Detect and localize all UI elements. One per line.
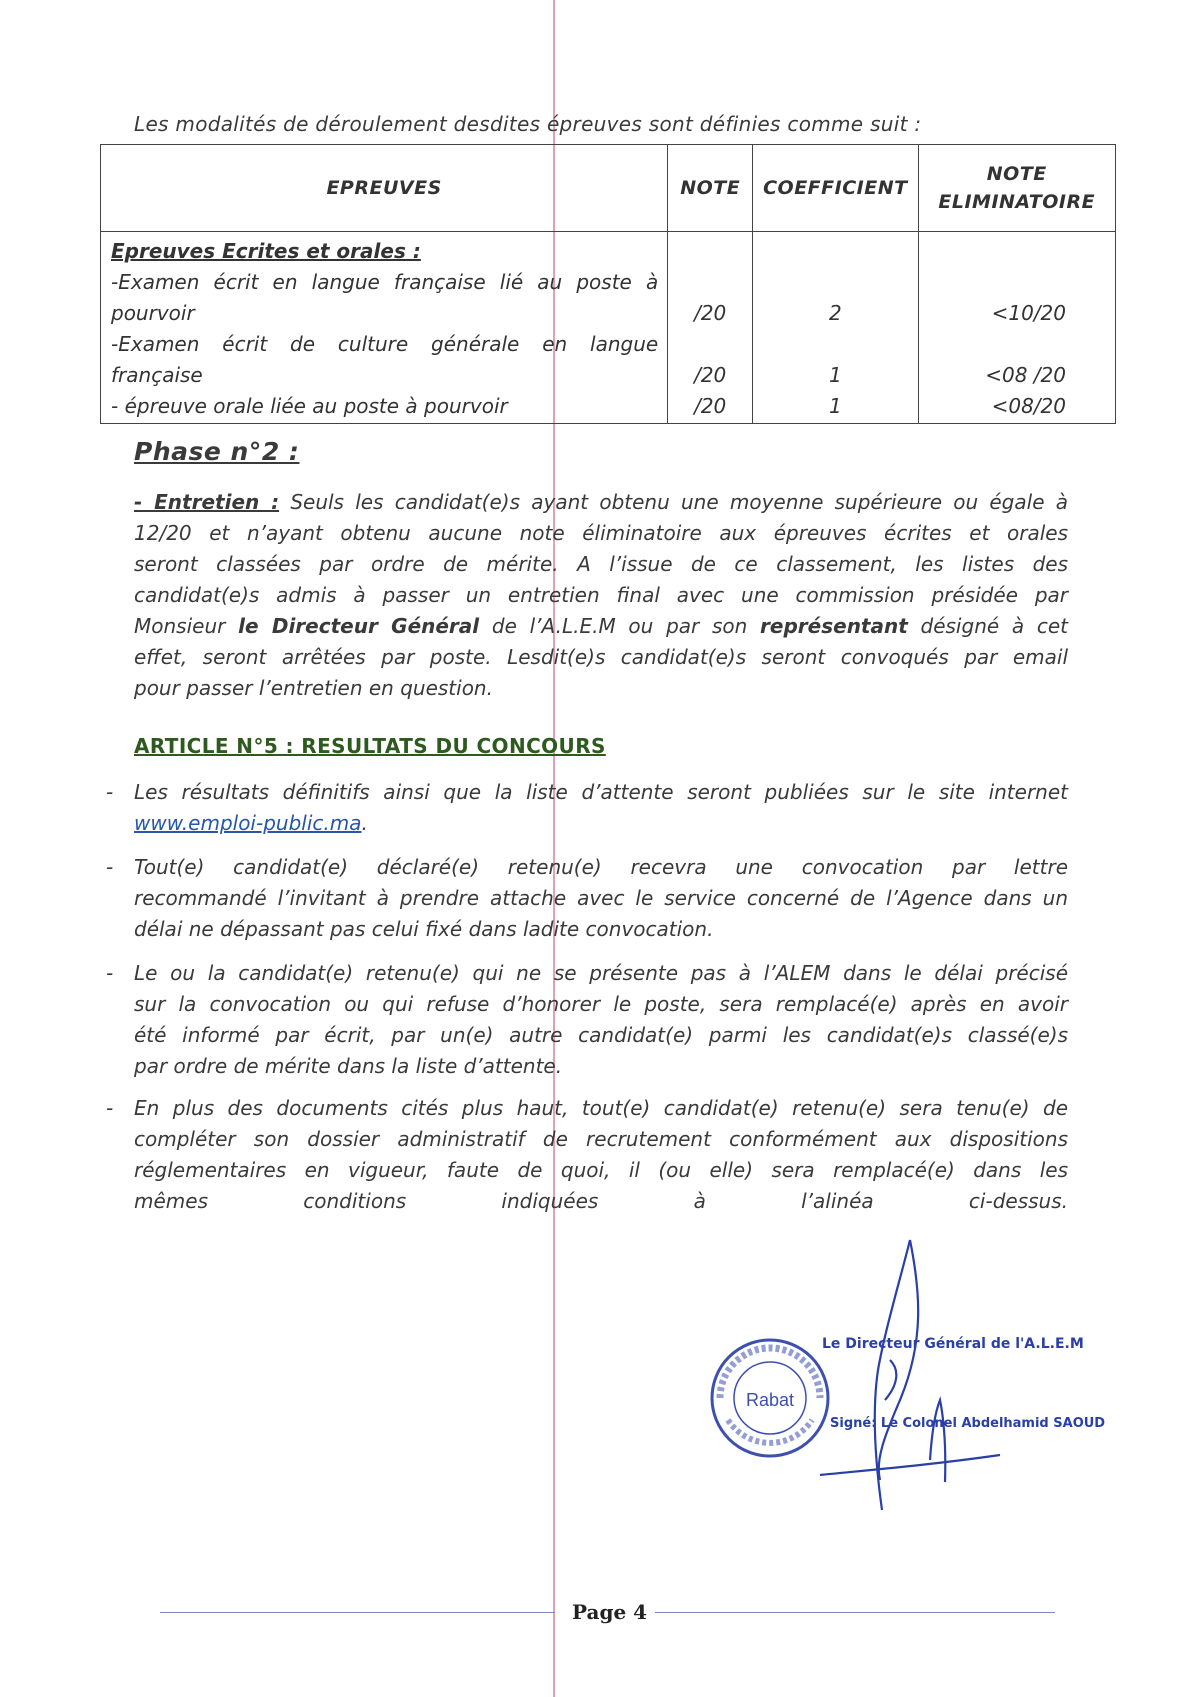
section-title: Epreuves Ecrites et orales : (111, 239, 421, 263)
row1-line2: pourvoir (111, 301, 195, 325)
footer-rule-right (655, 1612, 1055, 1613)
signature-title: Le Directeur Général de l'A.L.E.M (822, 1336, 1084, 1352)
phase-title: Phase n°2 : (134, 437, 300, 466)
entretien-label: - Entretien : (134, 490, 280, 514)
header-coefficient: COEFFICIENT (753, 145, 918, 232)
row3-line1: - épreuve orale liée au poste à pourvoir (111, 394, 508, 418)
emploi-public-link[interactable]: www.emploi-public.ma (134, 811, 362, 835)
header-note-eliminatoire: NOTE ELIMINATOIRE (918, 145, 1116, 232)
row1-elim: <10/20 (991, 301, 1066, 325)
signature-stamp-graphic (700, 1220, 1030, 1520)
bullet-dash: - (106, 780, 114, 804)
page-number: Page 4 (572, 1600, 648, 1624)
coef-cell (753, 232, 918, 424)
row2-coef: 1 (828, 363, 842, 387)
row2-note: /20 (694, 363, 727, 387)
document-page: Les modalités de déroulement desdites épreuves sont définies comme suit : EPREUVES NOTE COEFFICIENT NOTE ELIMINATOIRE Epreuves Ecrites et orales : -Examen écrit en langue française lié au poste à pourvoir -Examen écrit de culture générale en langue française - épreuve orale liée au poste à pourvoir /20 /20 /20 2 1 1 <10/20 <08 /20 <08/20 Phase n°2 : - Entretien : Seuls les candidat(e)s ayant obtenu une moyenne supérieure ou égale à 12/20 et n’ayant obtenu aucune note éliminatoire aux épreuves écrites et orales seront classées par ordre de mérite. A l’issue de ce classement, les listes des candidat(e)s admis à passer un entretien final avec une commission présidée par Monsieur le Directeur Général de l’A.L.E.M ou par son représentant désigné à cet effet, seront arrêtées par poste. Lesdit(e)s candidat(e)s seront convoqués par email pour passer l’entretien en question. ARTICLE N°5 : RESULTATS DU CONCOURS - Les résultats définitifs ainsi que la liste d’attente seront publiées sur le site internet www.emploi-public.ma. - Tout(e) candidat(e) déclaré(e) retenu(e) recevra une convocation par lettre recommandé l’invitant à prendre attache avec le service concerné de l’Agence dans un délai ne dépassant pas celui fixé dans ladite convocation. - Le ou la candidat(e) retenu(e) qui ne se présente pas à l’ALEM dans le délai précisé sur la convocation ou qui refuse d’honorer le poste, sera remplacé(e) après en avoir été informé par écrit, par un(e) autre candidat(e) parmi les candidat(e)s classé(e)s par ordre de mérite dans la liste d’attente. - En plus des documents cités plus haut, tout(e) candidat(e) retenu(e) sera tenu(e) de compléter son dossier administratif de recrutement conformément aux dispositions réglementaires en vigueur, faute de quoi, il (ou elle) sera remplacé(e) dans les mêmes conditions indiquées à l’alinéa ci-dessus. Rabat Le Directeur Général de l'A.L.E.M Signé: Le Colonel Abdelhamid SAOUD Page 4 (0, 0, 1200, 1697)
epreuves-cell (101, 232, 668, 424)
row2-line1: -Examen écrit de culture générale en langue (111, 332, 659, 356)
note-cell (668, 232, 753, 424)
row1-line1: -Examen écrit en langue française lié au poste à (111, 270, 659, 294)
intro-text: Les modalités de déroulement desdites épreuves sont définies comme suit : (134, 112, 922, 136)
header-note: NOTE (668, 145, 753, 232)
row1-note: /20 (694, 301, 727, 325)
row1-coef: 2 (828, 301, 842, 325)
footer-rule-left (160, 1612, 555, 1613)
row3-note: /20 (694, 394, 727, 418)
entretien-paragraph: - Entretien : Seuls les candidat(e)s ayant obtenu une moyenne supérieure ou égale à 12/20 et n’ayant obtenu aucune note éliminatoire aux épreuves écrites et orales seront classées par ordre de mérite. A l’issue de ce classement, les listes des candidat(e)s admis à passer un entretien final avec une commission présidée par Monsieur le Directeur Général de l’A.L.E.M ou par son représentant désigné à cet effet, seront arrêtées par poste. Lesdit(e)s candidat(e)s seront convoqués par email pour passer l’entretien en question. (134, 490, 1069, 700)
stamp-center-text: Rabat (745, 1390, 795, 1410)
article-title: ARTICLE N°5 : RESULTATS DU CONCOURS (134, 734, 606, 758)
elim-cell (918, 232, 1116, 424)
table-header-row (101, 145, 1116, 232)
official-stamp (712, 1340, 828, 1456)
row3-elim: <08/20 (991, 394, 1066, 418)
row2-elim: <08 /20 (985, 363, 1066, 387)
header-epreuves: EPREUVES (101, 145, 668, 232)
handwritten-signature (820, 1240, 1000, 1510)
row2-line2: française (111, 363, 203, 387)
signature-signed-by: Signé: Le Colonel Abdelhamid SAOUD (830, 1416, 1106, 1431)
row3-coef: 1 (828, 394, 842, 418)
epreuves-table (100, 144, 1116, 424)
table-body-row (101, 232, 1116, 424)
